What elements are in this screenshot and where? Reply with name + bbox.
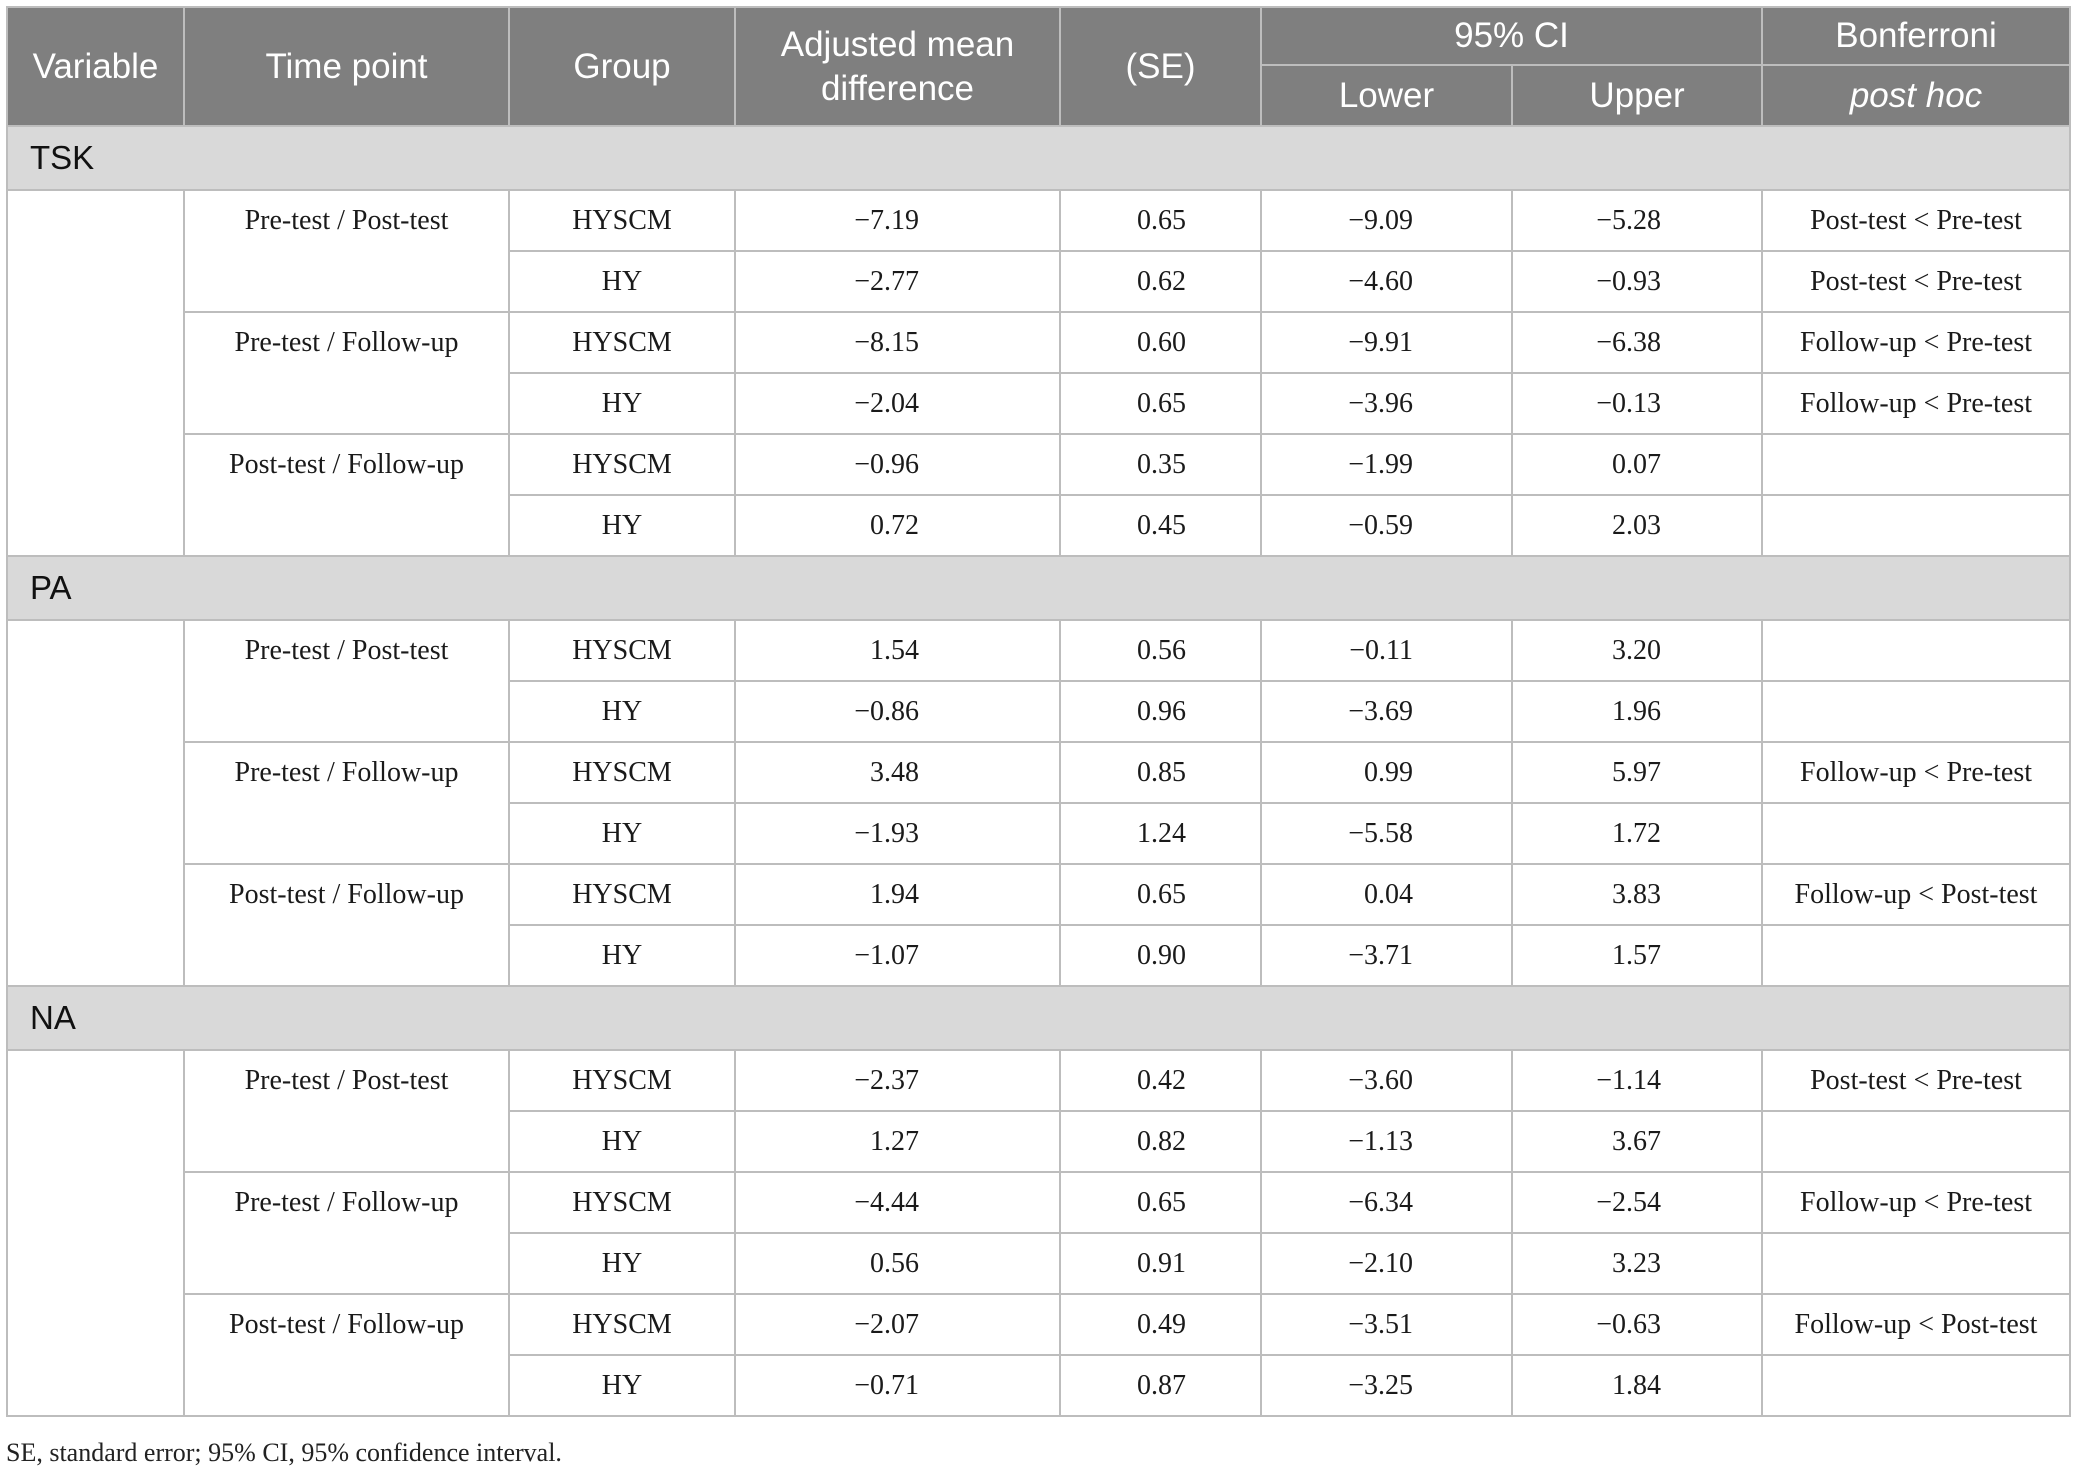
ci-upper-cell: 2.03 [1512,495,1762,556]
group-cell: HY [509,925,735,986]
adjusted-mean-cell: −1.93 [735,803,1060,864]
ci-lower-cell: −6.34 [1261,1172,1512,1233]
table-row [7,742,2070,803]
header-adjusted-line2: difference [820,68,975,108]
bonferroni-cell: Post-test < Pre-test [1762,190,2070,251]
se-cell: 0.60 [1060,312,1261,373]
table-row [7,1050,2070,1111]
adjusted-mean-cell: −8.15 [735,312,1060,373]
ci-upper-cell: −1.14 [1512,1050,1762,1111]
se-cell: 0.87 [1060,1355,1261,1416]
bonferroni-cell: Follow-up < Pre-test [1762,1172,2070,1233]
adjusted-mean-cell: −0.71 [735,1355,1060,1416]
bonferroni-cell: Follow-up < Pre-test [1762,373,2070,434]
bonferroni-cell [1762,681,2070,742]
time-point-cell: Pre-test / Post-test [184,190,509,312]
time-point-cell: Post-test / Follow-up [184,434,509,556]
ci-lower-cell: −4.60 [1261,251,1512,312]
adjusted-mean-cell: −4.44 [735,1172,1060,1233]
ci-upper-cell: 3.67 [1512,1111,1762,1172]
section-label: NA [7,986,2070,1050]
bonferroni-cell: Post-test < Pre-test [1762,251,2070,312]
group-cell: HY [509,803,735,864]
table-body [7,126,2070,1416]
se-cell: 0.65 [1060,864,1261,925]
ci-upper-cell: 3.20 [1512,620,1762,681]
se-cell: 0.82 [1060,1111,1261,1172]
adjusted-mean-cell: 0.56 [735,1233,1060,1294]
section-row [7,986,2070,1050]
ci-upper-cell: −2.54 [1512,1172,1762,1233]
table-row [7,434,2070,495]
ci-lower-cell: −3.51 [1261,1294,1512,1355]
ci-lower-cell: −3.69 [1261,681,1512,742]
ci-upper-cell: −0.63 [1512,1294,1762,1355]
adjusted-mean-cell: 1.54 [735,620,1060,681]
ci-upper-cell: −0.13 [1512,373,1762,434]
adjusted-mean-cell: −2.37 [735,1050,1060,1111]
section-row [7,126,2070,190]
group-cell: HY [509,1355,735,1416]
se-cell: 0.42 [1060,1050,1261,1111]
adjusted-mean-cell: 1.94 [735,864,1060,925]
ci-lower-cell: 0.04 [1261,864,1512,925]
se-cell: 0.45 [1060,495,1261,556]
se-cell: 0.65 [1060,373,1261,434]
ci-lower-cell: −3.25 [1261,1355,1512,1416]
se-cell: 0.90 [1060,925,1261,986]
group-cell: HY [509,1111,735,1172]
variable-cell [7,190,184,556]
bonferroni-cell [1762,1233,2070,1294]
table-row [7,190,2070,251]
se-cell: 0.56 [1060,620,1261,681]
table-header [7,7,2070,126]
table-row [7,312,2070,373]
adjusted-mean-cell: −7.19 [735,190,1060,251]
ci-lower-cell: −9.91 [1261,312,1512,373]
group-cell: HYSCM [509,742,735,803]
group-cell: HY [509,373,735,434]
group-cell: HYSCM [509,1050,735,1111]
ci-upper-cell: 1.72 [1512,803,1762,864]
table-row [7,1294,2070,1355]
ci-upper-cell: 0.07 [1512,434,1762,495]
se-cell: 0.91 [1060,1233,1261,1294]
bonferroni-cell [1762,803,2070,864]
time-point-cell: Post-test / Follow-up [184,864,509,986]
header-adjusted-mean-difference [735,7,1060,126]
variable-cell [7,620,184,986]
header-upper: Upper [1512,65,1762,126]
time-point-cell: Pre-test / Post-test [184,1050,509,1172]
group-cell: HY [509,681,735,742]
ci-lower-cell: −5.58 [1261,803,1512,864]
group-cell: HY [509,1233,735,1294]
time-point-cell: Pre-test / Follow-up [184,1172,509,1294]
group-cell: HYSCM [509,312,735,373]
group-cell: HY [509,495,735,556]
ci-lower-cell: −3.96 [1261,373,1512,434]
adjusted-mean-cell: 3.48 [735,742,1060,803]
bonferroni-cell [1762,1111,2070,1172]
group-cell: HYSCM [509,620,735,681]
se-cell: 0.62 [1060,251,1261,312]
ci-upper-cell: 5.97 [1512,742,1762,803]
se-cell: 0.49 [1060,1294,1261,1355]
bonferroni-cell: Follow-up < Post-test [1762,1294,2070,1355]
bonferroni-cell [1762,1355,2070,1416]
group-cell: HYSCM [509,1294,735,1355]
time-point-cell: Pre-test / Follow-up [184,312,509,434]
se-cell: 0.85 [1060,742,1261,803]
adjusted-mean-cell: −2.04 [735,373,1060,434]
adjusted-mean-cell: −2.07 [735,1294,1060,1355]
adjusted-mean-cell: 0.72 [735,495,1060,556]
variable-cell [7,1050,184,1416]
ci-lower-cell: −0.59 [1261,495,1512,556]
time-point-cell: Pre-test / Follow-up [184,742,509,864]
bonferroni-cell [1762,495,2070,556]
header-adjusted-line1: Adjusted mean [780,24,1015,64]
ci-upper-cell: 1.57 [1512,925,1762,986]
adjusted-mean-cell: 1.27 [735,1111,1060,1172]
group-cell: HYSCM [509,1172,735,1233]
ci-upper-cell: −5.28 [1512,190,1762,251]
time-point-cell: Pre-test / Post-test [184,620,509,742]
ci-lower-cell: −3.60 [1261,1050,1512,1111]
adjusted-mean-cell: −2.77 [735,251,1060,312]
results-table [6,6,2071,1417]
table-row [7,1172,2070,1233]
header-post-hoc: post hoc [1762,65,2070,126]
ci-lower-cell: 0.99 [1261,742,1512,803]
header-lower: Lower [1261,65,1512,126]
ci-lower-cell: −2.10 [1261,1233,1512,1294]
group-cell: HY [509,251,735,312]
se-cell: 0.65 [1060,1172,1261,1233]
header-variable: Variable [7,7,184,126]
table-row [7,620,2070,681]
header-bonferroni: Bonferroni [1762,7,2070,65]
ci-upper-cell: −6.38 [1512,312,1762,373]
header-time-point: Time point [184,7,509,126]
ci-lower-cell: −0.11 [1261,620,1512,681]
ci-upper-cell: 1.84 [1512,1355,1762,1416]
ci-upper-cell: −0.93 [1512,251,1762,312]
bonferroni-cell [1762,620,2070,681]
bonferroni-cell [1762,434,2070,495]
se-cell: 0.65 [1060,190,1261,251]
results-table-container [6,6,2069,1417]
group-cell: HYSCM [509,190,735,251]
table-row [7,864,2070,925]
ci-lower-cell: −9.09 [1261,190,1512,251]
adjusted-mean-cell: −1.07 [735,925,1060,986]
header-se: (SE) [1060,7,1261,126]
ci-upper-cell: 3.23 [1512,1233,1762,1294]
bonferroni-cell [1762,925,2070,986]
section-label: TSK [7,126,2070,190]
time-point-cell: Post-test / Follow-up [184,1294,509,1416]
adjusted-mean-cell: −0.86 [735,681,1060,742]
bonferroni-cell: Follow-up < Post-test [1762,864,2070,925]
table-footnote: SE, standard error; 95% CI, 95% confidence interval. [6,1438,562,1467]
adjusted-mean-cell: −0.96 [735,434,1060,495]
header-group: Group [509,7,735,126]
bonferroni-cell: Post-test < Pre-test [1762,1050,2070,1111]
section-label: PA [7,556,2070,620]
ci-lower-cell: −1.99 [1261,434,1512,495]
se-cell: 0.96 [1060,681,1261,742]
section-row [7,556,2070,620]
ci-lower-cell: −3.71 [1261,925,1512,986]
ci-upper-cell: 3.83 [1512,864,1762,925]
se-cell: 1.24 [1060,803,1261,864]
bonferroni-cell: Follow-up < Pre-test [1762,312,2070,373]
se-cell: 0.35 [1060,434,1261,495]
group-cell: HYSCM [509,434,735,495]
ci-upper-cell: 1.96 [1512,681,1762,742]
header-ci: 95% CI [1261,7,1762,65]
bonferroni-cell: Follow-up < Pre-test [1762,742,2070,803]
group-cell: HYSCM [509,864,735,925]
ci-lower-cell: −1.13 [1261,1111,1512,1172]
